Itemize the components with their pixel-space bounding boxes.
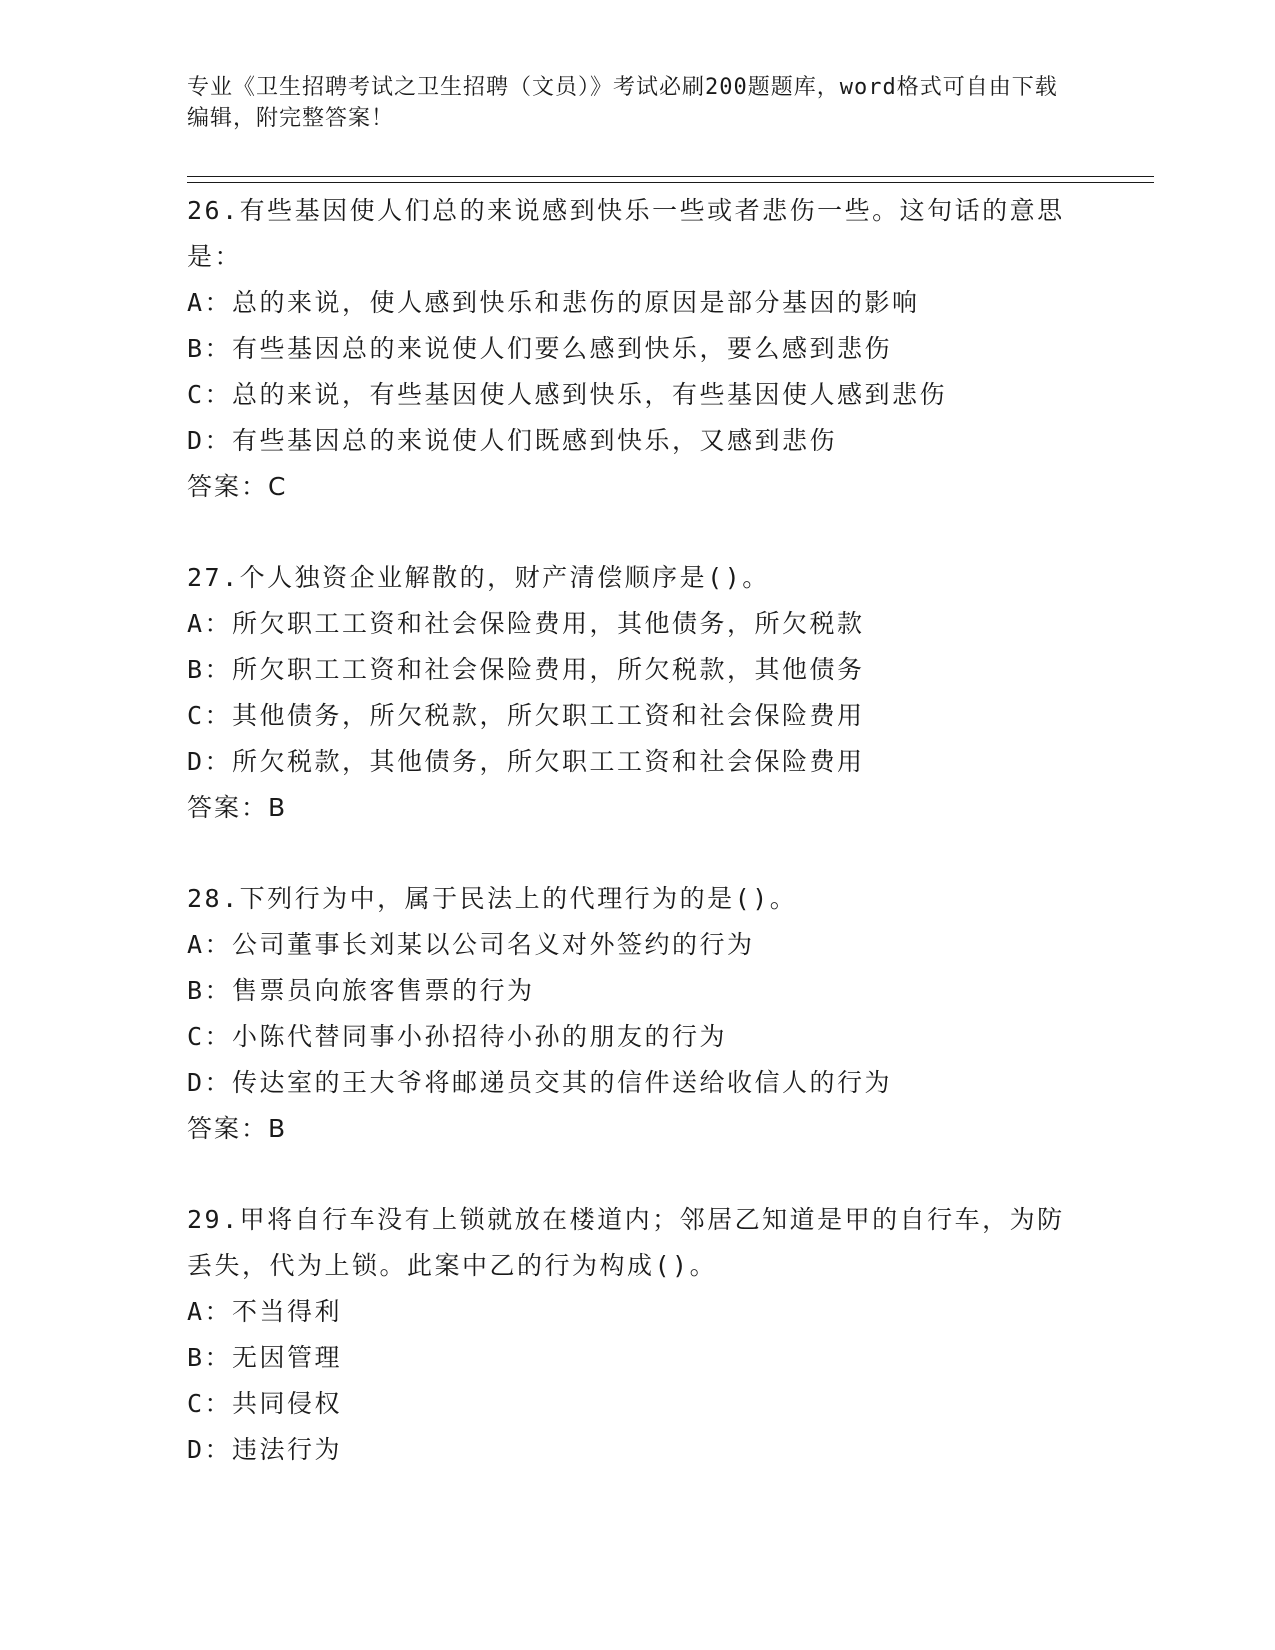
option-b: B：所欠职工工资和社会保险费用，所欠税款，其他债务 (187, 655, 865, 684)
option-d: D：违法行为 (187, 1435, 343, 1464)
option-b: B：有些基因总的来说使人们要么感到快乐，要么感到悲伤 (187, 334, 893, 363)
question-27 (187, 555, 1087, 831)
question-stem: 28.下列行为中，属于民法上的代理行为的是()。 (187, 884, 798, 913)
answer-label: 答案： (187, 472, 269, 501)
option-c: C：共同侵权 (187, 1389, 343, 1418)
answer-line (187, 785, 1087, 831)
option-d: D：所欠税款，其他债务，所欠职工工资和社会保险费用 (187, 747, 865, 776)
answer-value: C (268, 472, 286, 501)
answer-label: 答案： (187, 793, 269, 822)
document-header: 专业《卫生招聘考试之卫生招聘（文员）》考试必刷200题题库，word格式可自由下载编辑，附完整答案！ (187, 75, 1058, 131)
answer-value: B (268, 793, 286, 822)
option-a: A：公司董事长刘某以公司名义对外签约的行为 (187, 930, 755, 959)
header-divider-top (187, 176, 1154, 177)
answer-label: 答案： (187, 1114, 269, 1143)
option-c: C：其他债务，所欠税款，所欠职工工资和社会保险费用 (187, 701, 865, 730)
option-a: A：所欠职工工资和社会保险费用，其他债务，所欠税款 (187, 609, 865, 638)
question-29 (187, 1197, 1087, 1473)
header-divider-bottom (187, 182, 1154, 183)
option-c: C：总的来说，有些基因使人感到快乐，有些基因使人感到悲伤 (187, 380, 948, 409)
question-28 (187, 876, 1087, 1152)
option-c: C：小陈代替同事小孙招待小孙的朋友的行为 (187, 1022, 728, 1051)
answer-value: B (268, 1114, 286, 1143)
option-d: D：有些基因总的来说使人们既感到快乐，又感到悲伤 (187, 426, 838, 455)
option-b: B：无因管理 (187, 1343, 343, 1372)
question-stem: 26.有些基因使人们总的来说感到快乐一些或者悲伤一些。这句话的意思是： (187, 196, 1065, 271)
option-a: A：总的来说，使人感到快乐和悲伤的原因是部分基因的影响 (187, 288, 920, 317)
answer-line (187, 1106, 1087, 1152)
question-26 (187, 188, 1087, 510)
option-b: B：售票员向旅客售票的行为 (187, 976, 535, 1005)
question-stem: 27.个人独资企业解散的，财产清偿顺序是()。 (187, 563, 770, 592)
answer-line (187, 464, 1087, 510)
question-list (187, 188, 1087, 1473)
question-stem: 29.甲将自行车没有上锁就放在楼道内；邻居乙知道是甲的自行车，为防丢失，代为上锁。此案中乙的行为构成()。 (187, 1205, 1065, 1280)
option-d: D：传达室的王大爷将邮递员交其的信件送给收信人的行为 (187, 1068, 893, 1097)
option-a: A：不当得利 (187, 1297, 343, 1326)
